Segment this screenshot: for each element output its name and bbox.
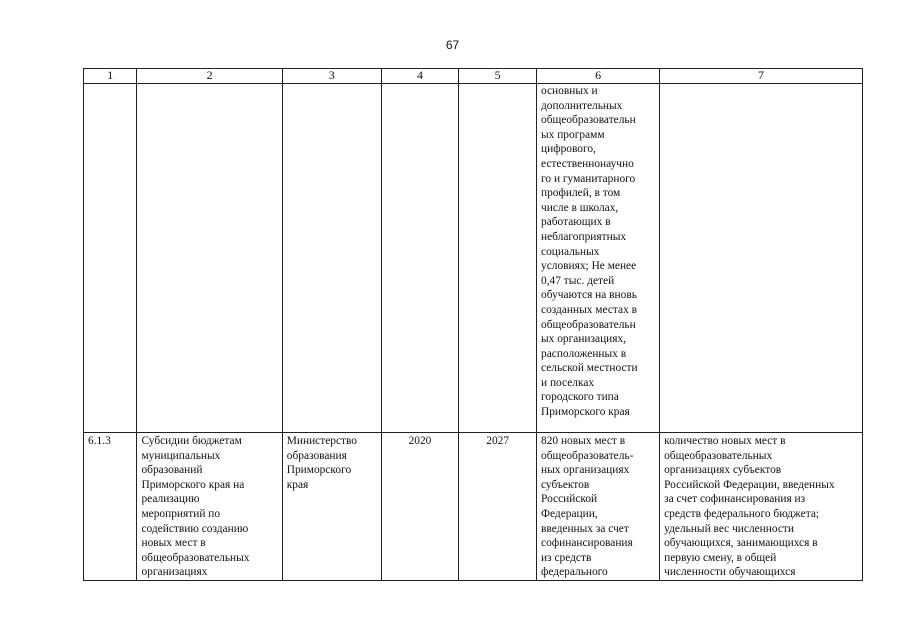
- start-year-cell: [381, 84, 459, 433]
- indicator-link-cell: [660, 84, 863, 433]
- end-year-cell: 2027: [459, 433, 537, 581]
- column-number-row: [84, 69, 863, 84]
- indicator-link-cell: количество новых мест в общеобразовательных организациях субъектов Российской Федерации, введенных за счет софинансирования из средств федерального бюджета; удельный вес численности обучающихся, занимающихся в первую смену, в общей численности обучающихся: [660, 433, 863, 581]
- column-header-4: 4: [381, 69, 459, 84]
- page-number: 67: [445, 38, 460, 52]
- table-row: [84, 433, 863, 581]
- row-number-cell: 6.1.3: [84, 433, 137, 581]
- program-table: [83, 68, 863, 581]
- end-year-cell: [459, 84, 537, 433]
- column-header-6: 6: [537, 69, 660, 84]
- responsible-executor-cell: [282, 84, 381, 433]
- column-header-3: 3: [282, 69, 381, 84]
- column-header-7: 7: [660, 69, 863, 84]
- column-header-1: 1: [84, 69, 137, 84]
- start-year-cell: 2020: [381, 433, 459, 581]
- expected-result-cell: основных и дополнительных общеобразовательн ых программ цифрового, естественнонаучно го и гуманитарного профилей, в том числе в школах, работающих в неблагоприятных социальных условиях; Не менее 0,47 тыс. детей обучаются на вновь созданных местах в общеобразовательн ых организациях, расположенных в сельской местности и поселках городского типа Приморского края: [537, 84, 660, 433]
- column-header-5: 5: [459, 69, 537, 84]
- expected-result-cell: 820 новых мест в общеобразователь- ных организациях субъектов Российской Федерации, введенных за счет софинансирования из средств федерального: [537, 433, 660, 581]
- activity-name-cell: [137, 84, 282, 433]
- table-row: [84, 84, 863, 433]
- responsible-executor-cell: Министерство образования Приморского края: [282, 433, 381, 581]
- row-number-cell: [84, 84, 137, 433]
- activity-name-cell: Субсидии бюджетам муниципальных образований Приморского края на реализацию мероприятий по содействию созданию новых мест в общеобразовательных организациях: [137, 433, 282, 581]
- column-header-2: 2: [137, 69, 282, 84]
